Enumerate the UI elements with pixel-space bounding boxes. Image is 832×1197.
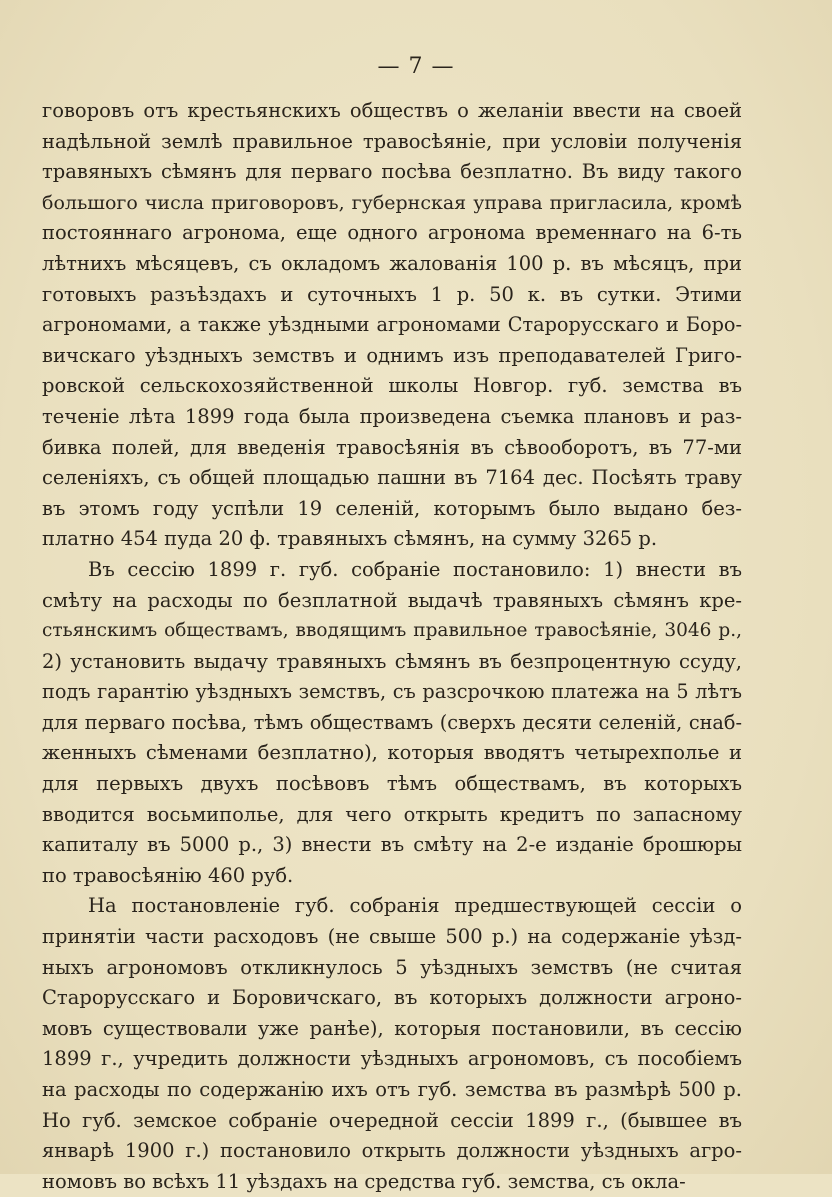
paragraph xyxy=(42,891,742,1197)
text-line: лѣтнихъ мѣсяцевъ, съ окладомъ жалованiя 100 р. въ мѣсяцъ, при xyxy=(42,251,742,275)
text-line: ныхъ агрономовъ откликнулось 5 уѣздныхъ земствъ (не считая xyxy=(42,955,742,979)
text-line: бивка полей, для введенiя травосѣянiя въ сѣвооборотъ, въ 77-ми xyxy=(42,435,742,459)
text-line: 1899 г., учредить должности уѣздныхъ агрономовъ, съ пособiемъ xyxy=(42,1047,742,1071)
text-line: большого числа приговоровъ, губернская управа пригласила, кромѣ xyxy=(42,191,742,214)
text-line: постояннаго агронома, еще одного агронома временнаго на 6-ть xyxy=(42,221,742,245)
paragraph xyxy=(42,96,742,555)
text-line: смѣту на расходы по безплатной выдачѣ травяныхъ сѣмянъ кре- xyxy=(42,588,742,612)
text-line: травяныхъ сѣмянъ для перваго посѣва безплатно. Въ виду такого xyxy=(42,160,742,184)
text-line: вводится восьмиполье, для чего открыть кредитъ по запасному xyxy=(42,802,742,826)
text-line: въ этомъ году успѣли 19 селенiй, которымъ было выдано без- xyxy=(42,496,742,520)
text-line: ровской сельскохозяйственной школы Новгор. губ. земства въ xyxy=(42,374,742,398)
text-line: платно 454 пуда 20 ф. травяныхъ сѣмянъ, на сумму 3265 р. xyxy=(42,527,658,551)
text-line: говоровъ отъ крестьянскихъ обществъ о желанiи ввести на своей xyxy=(42,99,742,122)
body-text xyxy=(42,96,742,1197)
text-line: для перваго посѣва, тѣмъ обществамъ (сверхъ десяти селенiй, снаб- xyxy=(42,710,742,734)
text-line: Въ сессiю 1899 г. губ. собранiе постановило: 1) внести въ xyxy=(88,557,742,581)
text-line: На постановленiе губ. собранiя предшествующей сессiи о xyxy=(88,894,742,918)
text-line: мовъ существовали уже ранѣе), которыя постановили, въ сессiю xyxy=(42,1016,742,1040)
text-line: Старорусскаго и Боровичскаго, въ которыхъ должности агроно- xyxy=(42,986,742,1010)
text-line: селенiяхъ, съ общей площадью пашни въ 7164 дес. Посѣять траву xyxy=(42,466,742,490)
text-line: агрономами, а также уѣздными агрономами Старорусскаго и Боро- xyxy=(42,313,742,337)
text-line: Но губ. земское собранiе очередной сессiи 1899 г., (бывшее въ xyxy=(42,1108,742,1132)
text-line: 2) установить выдачу травяныхъ сѣмянъ въ безпроцентную ссуду, xyxy=(42,649,742,673)
text-line: вичскаго уѣздныхъ земствъ и однимъ изъ преподавателей Григо- xyxy=(42,343,742,367)
text-line: номовъ во всѣхъ 11 уѣздахъ на средства губ. земства, съ окла- xyxy=(42,1169,686,1193)
text-line: по травосѣянiю 460 руб. xyxy=(42,863,294,887)
text-line: для первыхъ двухъ посѣвовъ тѣмъ обществамъ, въ которыхъ xyxy=(42,772,742,796)
text-line: подъ гарантiю уѣздныхъ земствъ, съ разсрочкою платежа на 5 лѣтъ xyxy=(42,680,742,704)
paragraph xyxy=(42,555,742,892)
text-line: принятiи части расходовъ (не свыше 500 р.) на содержанiе уѣзд- xyxy=(42,925,742,949)
text-line: надѣльной землѣ правильное травосѣянiе, при условiи полученiя xyxy=(42,129,742,153)
text-line: готовыхъ разъѣздахъ и суточныхъ 1 р. 50 к. въ сутки. Этими xyxy=(42,282,742,306)
text-line: январѣ 1900 г.) постановило открыть должности уѣздныхъ агро- xyxy=(42,1139,742,1163)
text-line: теченiе лѣта 1899 года была произведена съемка плановъ и раз- xyxy=(42,404,742,428)
page-number: — 7 — xyxy=(377,54,455,79)
text-line: капиталу въ 5000 р., 3) внести въ смѣту на 2-е изданiе брошюры xyxy=(42,833,742,857)
text-line: стьянскимъ обществамъ, вводящимъ правильное травосѣянiе, 3046 р., xyxy=(42,620,742,642)
text-line: на расходы по содержанiю ихъ отъ губ. земства въ размѣрѣ 500 р. xyxy=(42,1078,742,1101)
text-line: женныхъ сѣменами безплатно), которыя вводятъ четырехполье и xyxy=(42,741,742,765)
